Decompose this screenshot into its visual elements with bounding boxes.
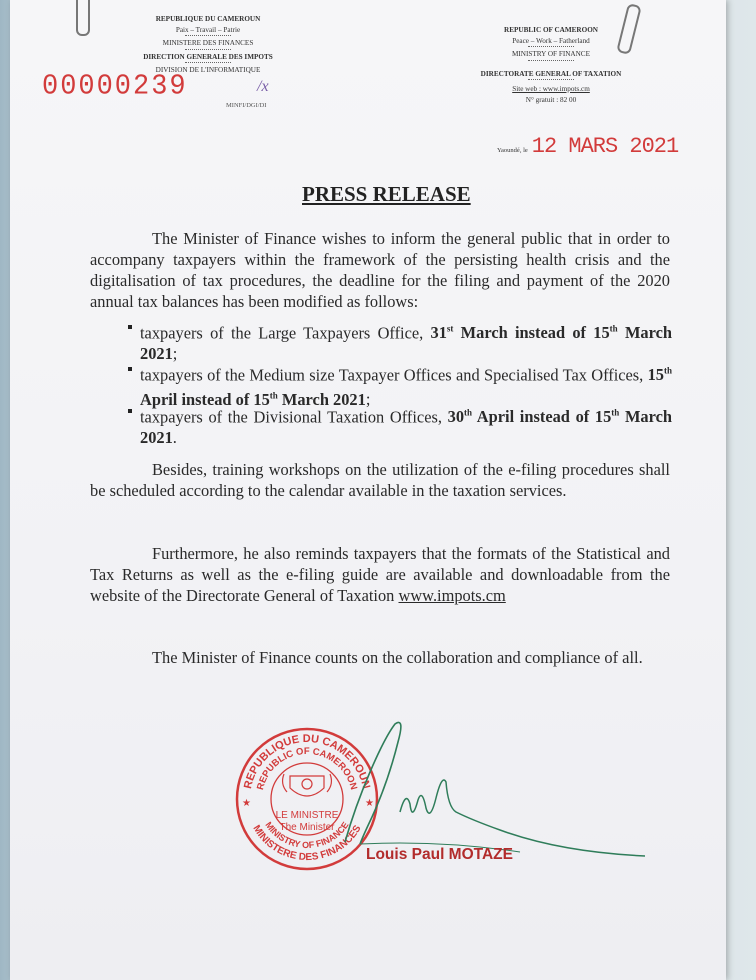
serial-handwritten-mark: /x (257, 78, 269, 95)
bullet-icon (128, 409, 132, 413)
date-line (497, 134, 678, 159)
stamp-title-fr: LE MINISTRE (275, 810, 339, 821)
header-right-country: REPUBLIC OF CAMEROON (504, 26, 598, 34)
paper-clip-icon (76, 0, 90, 36)
header-left-country: REPUBLIQUE DU CAMEROUN (155, 15, 261, 23)
bullet-icon (128, 325, 132, 329)
list-item: taxpayers of the Large Taxpayers Office, 31st March instead of 15th March 2021; (140, 319, 672, 364)
header-left-ref: MINFI/DGI/DI (226, 102, 267, 109)
stamp-inner-top: REPUBLIC OF CAMEROON (254, 745, 360, 792)
website-link[interactable]: www.impots.cm (398, 586, 506, 605)
list-item: taxpayers of the Divisional Taxation Offices, 30th April instead of 15th March 2021. (140, 403, 672, 448)
intro-paragraph: The Minister of Finance wishes to inform the general public that in order to accompany taxpayers within the framework of the persisting health crisis and the digitalisation of tax procedures, the deadline for the filing and payment of the 2020 annual tax balances has been modified as follows: (90, 229, 670, 311)
header-right (468, 25, 634, 105)
header-right-toll-free: N° gratuit : 82 00 (525, 95, 577, 104)
stamp-title-en: The Minister (279, 822, 335, 833)
svg-text:★: ★ (242, 798, 251, 809)
list-item: taxpayers of the Medium size Taxpayer Offices and Specialised Tax Offices, 15th April instead of 15th March 2021; (140, 361, 672, 410)
stamp-inner-bottom: MINISTRY OF FINANCE (263, 819, 351, 851)
workshops-paragraph: Besides, training workshops on the utilization of the e-filing procedures shall be scheduled according to the calendar available in the taxation services. (90, 460, 670, 500)
header-left-direction: DIRECTION GENERALE DES IMPOTS (143, 52, 273, 61)
header-left-ministry: MINISTERE DES FINANCES (162, 39, 254, 47)
stamp-outer-top: REPUBLIQUE DU CAMEROUN (241, 732, 373, 790)
document-page (10, 0, 726, 980)
header-left-division: DIVISION DE L'INFORMATIQUE (155, 66, 261, 74)
header-left (128, 14, 288, 76)
bullet-icon (128, 367, 132, 371)
header-left-motto: Paix – Travail – Patrie (175, 25, 241, 34)
header-right-ministry: MINISTRY OF FINANCE (511, 50, 590, 58)
header-right-motto: Peace – Work – Fatherland (512, 36, 590, 45)
downloads-paragraph: Furthermore, he also reminds taxpayers that the formats of the Statistical and Tax Returns as well as the e-filing guide are available and downloadable from the website of the Directorate General of Taxation www.impots.cm (90, 544, 670, 605)
svg-text:★: ★ (365, 798, 374, 809)
page-title: PRESS RELEASE (302, 182, 471, 206)
closing-paragraph: The Minister of Finance counts on the collaboration and compliance of all. (152, 648, 643, 667)
header-right-website: Site web : www.impots.cm (512, 85, 590, 93)
signatory-name: Louis Paul MOTAZE (366, 846, 513, 863)
serial-number: 00000239 (42, 71, 188, 103)
date-place: Yaoundé, le (497, 147, 528, 154)
stamp-outer-bottom: MINISTERE DES FINANCES (250, 823, 364, 864)
date-stamp: 12 MARS 2021 (531, 134, 679, 159)
header-right-direction: DIRECTORATE GENERAL OF TAXATION (480, 69, 622, 78)
